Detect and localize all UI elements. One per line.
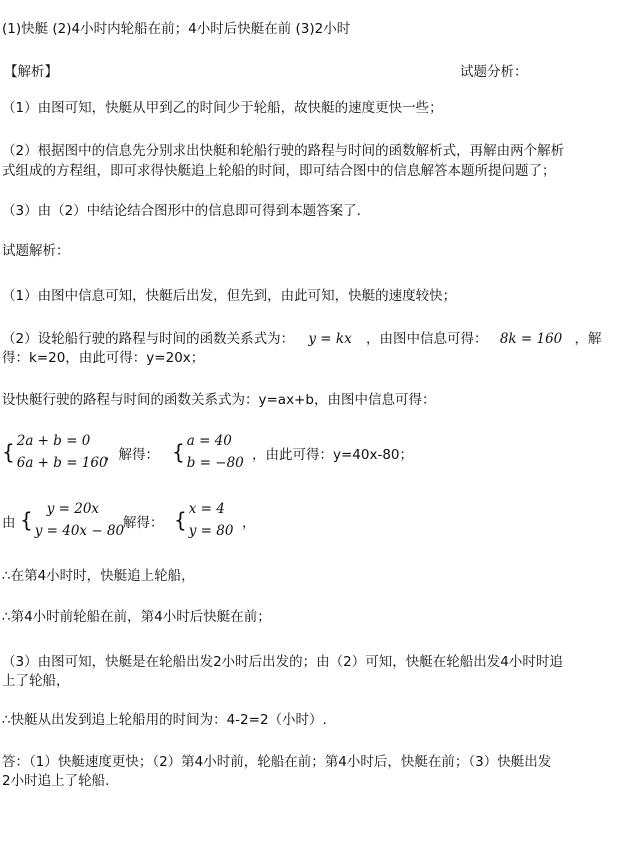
- brace: {: [20, 508, 33, 532]
- analysis-point-2-line-1: （2）根据图中的信息先分别求出快艇和轮船行驶的路程与时间的函数解析式，再解由两个解析: [2, 143, 565, 159]
- brace: {: [174, 508, 187, 532]
- solution-step-1: （1）由图中信息可知，快艇后出发，但先到，由此可知，快艇的速度较快；: [2, 288, 457, 304]
- final-answer-line-2: 2小时追上了轮船.: [2, 773, 110, 789]
- analysis-label: 试题分析：: [460, 64, 528, 80]
- solution-step-2-line-1: [2, 330, 602, 348]
- equation: 2a + b = 0: [16, 433, 91, 449]
- step-2-suffix: ，解: [574, 331, 602, 347]
- equation: 6a + b = 160: [16, 455, 108, 471]
- analysis-point-3: （3）由（2）中结论结合图形中的信息即可得到本题答案了.: [2, 203, 361, 219]
- ship-function-equation: y = kx: [308, 331, 352, 347]
- system-4-suffix: ，: [242, 515, 256, 531]
- ship-condition-equation: 8k = 160: [499, 331, 563, 347]
- step-2-middle: ，由图中信息可得：: [366, 331, 488, 347]
- fast-boat-result: ，由此可得：y=40x-80；: [252, 447, 414, 463]
- solution-step-4: ∴在第4小时时，快艇追上轮船，: [2, 568, 195, 584]
- solve-label-2: 解得：: [123, 515, 164, 531]
- analysis-point-2-line-2: 式组成的方程组，即可求得快艇追上轮船的时间，即可结合图中的信息解答本题所提问题了；: [2, 163, 556, 179]
- step-2-prefix: （2）设轮船行驶的路程与时间的函数关系式为：: [2, 331, 295, 347]
- equation-system-4: [174, 498, 233, 542]
- equation: y = 20x: [46, 501, 100, 517]
- equation-system-2: [172, 430, 244, 474]
- solution-step-5: ∴第4小时前轮船在前，第4小时后快艇在前；: [2, 609, 271, 625]
- brace: {: [172, 440, 185, 464]
- final-answer-line-1: 答：（1）快艇速度更快；（2）第4小时前，轮船在前；第4小时后，快艇在前；（3）快艇出发: [2, 754, 552, 770]
- answer-line: (1)快艇 (2)4小时内轮船在前；4小时后快艇在前 (3)2小时: [2, 21, 351, 37]
- solution-step-6-line-2: 上了轮船，: [2, 673, 70, 689]
- jiexi-label: 【解析】: [4, 64, 58, 80]
- equation-system-1: [2, 430, 108, 474]
- brace: {: [2, 440, 15, 464]
- equation: y = 40x − 80: [34, 523, 125, 539]
- equation: y = 80: [188, 523, 234, 539]
- solution-step-2-line-2: 得：k=20，由此可得：y=20x；: [2, 350, 205, 366]
- solution-step-7: ∴快艇从出发到追上轮船用的时间为：4-2=2（小时）.: [2, 712, 327, 728]
- equation: b = −80: [186, 455, 244, 471]
- you-label: 由: [2, 515, 16, 531]
- equation: a = 40: [186, 433, 232, 449]
- equation: x = 4: [188, 501, 225, 517]
- analysis-point-1: （1）由图可知，快艇从甲到乙的时间少于轮船，故快艇的速度更快一些；: [2, 100, 443, 116]
- equation-system-3: [20, 498, 124, 542]
- solve-label: ，解得：: [105, 447, 159, 463]
- solution-step-3: 设快艇行驶的路程与时间的函数关系式为：y=ax+b，由图中信息可得：: [2, 392, 436, 408]
- solution-step-6-line-1: （3）由图可知，快艇是在轮船出发2小时后出发的；由（2）可知，快艇在轮船出发4小时时追: [2, 654, 563, 670]
- solution-label: 试题解析：: [2, 243, 70, 259]
